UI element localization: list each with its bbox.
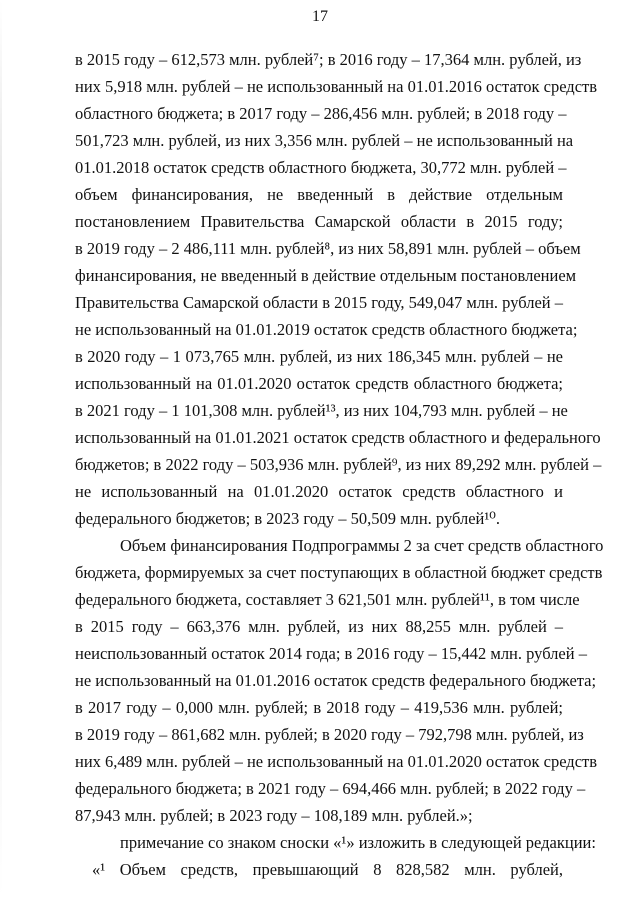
text-line: них 5,918 млн. рублей – не использованный на 01.01.2016 остаток средств [75, 77, 598, 96]
text-line: 501,723 млн. рублей, из них 3,356 млн. рублей – не использованный на [75, 131, 574, 150]
text-line: них 6,489 млн. рублей – не использованный на 01.01.2020 остаток средств [75, 752, 598, 771]
text-line: в 2021 году – 1 101,308 млн. рублей¹³, из них 104,793 млн. рублей – не [75, 401, 568, 420]
text-line: 01.01.2018 остаток средств областного бюджета, 30,772 млн. рублей – [75, 158, 567, 177]
text-line: в 2017 году – 0,000 млн. рублей; в 2018 году – 419,536 млн. рублей; [75, 698, 563, 717]
footnote-text: «¹ Объем средств, превышающий 8 828,582 млн. рублей, [92, 860, 563, 879]
text-line: областного бюджета; в 2017 году – 286,456 млн. рублей; в 2018 году – [75, 104, 567, 123]
text-line: постановлением Правительства Самарской области в 2015 году; [75, 212, 563, 231]
text-line: в 2015 году – 612,573 млн. рублей⁷; в 2016 году – 17,364 млн. рублей, из [75, 50, 582, 69]
text-line: в 2019 году – 861,682 млн. рублей; в 2020 году – 792,798 млн. рублей, из [75, 725, 584, 744]
text-line: 87,943 млн. рублей; в 2023 году – 108,189 млн. рублей.»; [75, 806, 473, 825]
paragraph-start: Объем финансирования Подпрограммы 2 за счет средств областного [120, 536, 604, 555]
text-line: в 2020 году – 1 073,765 млн. рублей, из них 186,345 млн. рублей – не [75, 347, 563, 366]
text-line: бюджетов; в 2022 году – 503,936 млн. рублей⁹, из них 89,292 млн. рублей – [75, 455, 602, 474]
text-line: федерального бюджетов; в 2023 году – 50,509 млн. рублей¹⁰. [75, 509, 501, 528]
page-number: 17 [312, 8, 328, 25]
footnote-instruction: примечание со знаком сноски «¹» изложить в следующей редакции: [120, 833, 596, 852]
text-line: в 2015 году – 663,376 млн. рублей, из них 88,255 млн. рублей – [75, 617, 563, 636]
text-line: объем финансирования, не введенный в действие отдельным [75, 185, 563, 204]
text-line: финансирования, не введенный в действие отдельным постановлением [75, 266, 577, 285]
text-line: использованный на 01.01.2021 остаток средств областного и федерального [75, 428, 601, 447]
text-line: федерального бюджета, составляет 3 621,501 млн. рублей¹¹, в том числе [75, 590, 580, 609]
text-line: неиспользованный остаток 2014 года; в 2016 году – 15,442 млн. рублей – [75, 644, 587, 663]
text-line: не использованный на 01.01.2020 остаток средств областного и [75, 482, 563, 501]
text-line: федерального бюджета; в 2021 году – 694,466 млн. рублей; в 2022 году – [75, 779, 586, 798]
text-line: не использованный на 01.01.2016 остаток средств федерального бюджета; [75, 671, 597, 690]
scan-edge [0, 0, 2, 898]
text-line: не использованный на 01.01.2019 остаток средств областного бюджета; [75, 320, 578, 339]
text-line: бюджета, формируемых за счет поступающих в областной бюджет средств [75, 563, 603, 582]
text-line: в 2019 году – 2 486,111 млн. рублей⁸, из них 58,891 млн. рублей – объем [75, 239, 581, 258]
text-line: использованный на 01.01.2020 остаток средств областного бюджета; [75, 374, 563, 393]
text-line: Правительства Самарской области в 2015 году, 549,047 млн. рублей – [75, 293, 563, 312]
